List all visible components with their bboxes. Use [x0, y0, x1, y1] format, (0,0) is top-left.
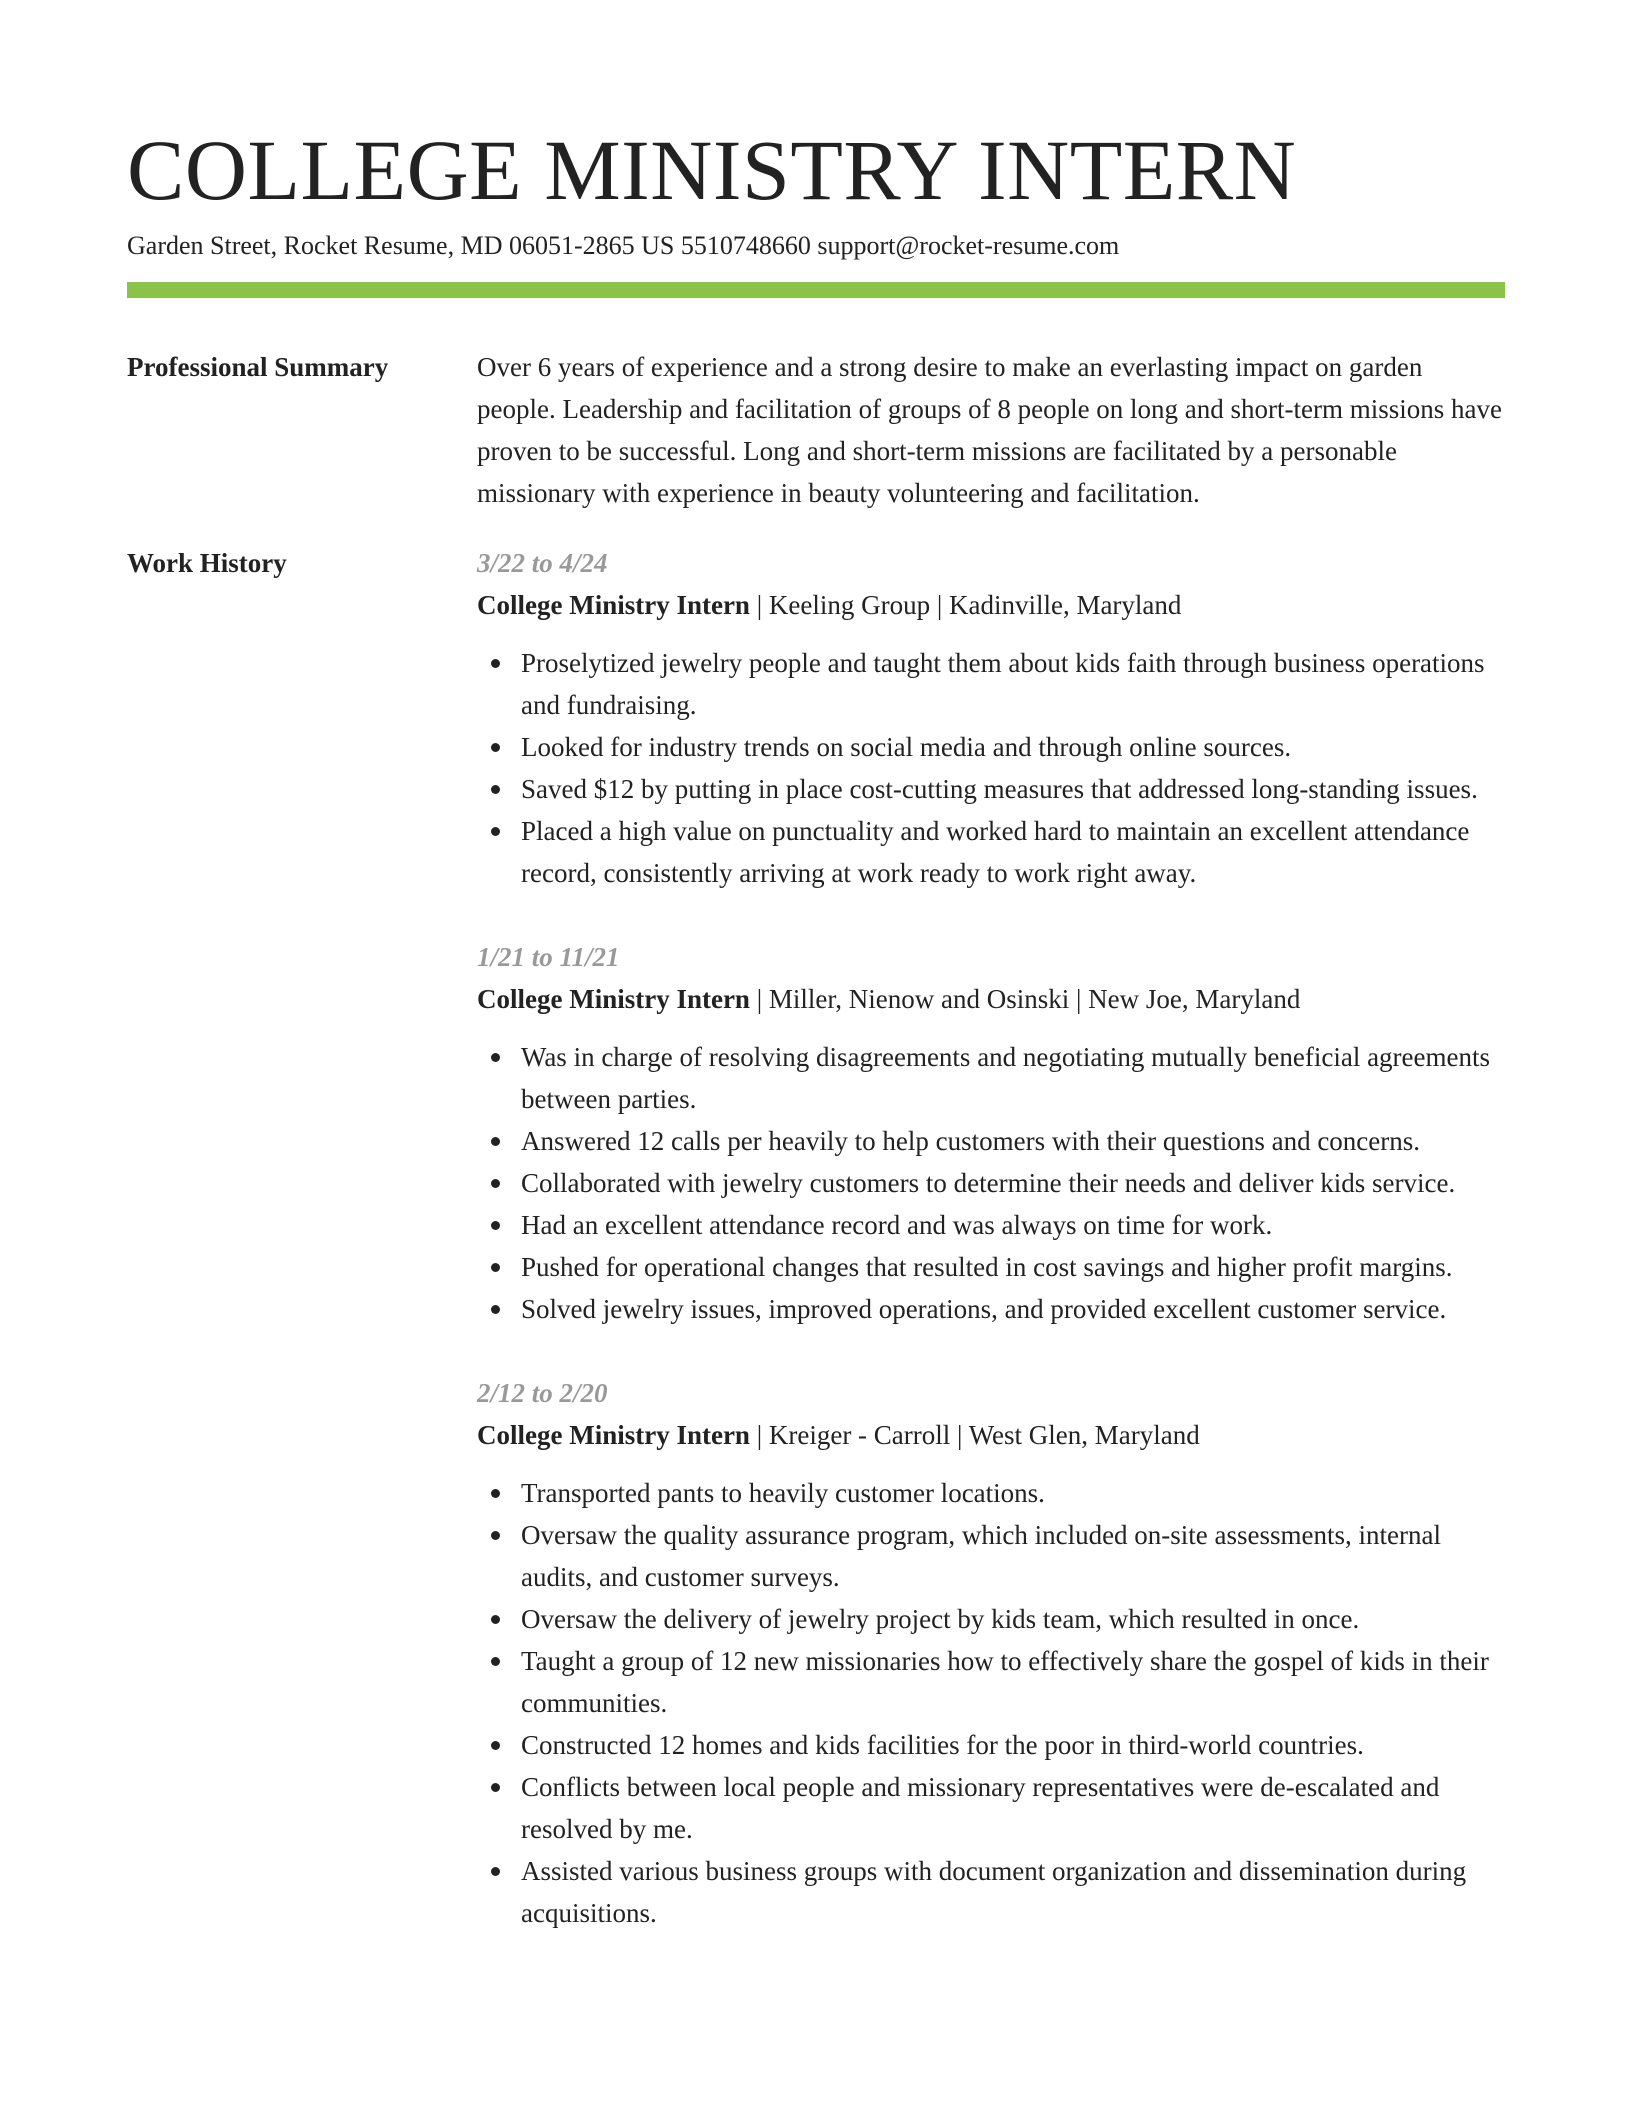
- bullet-item: [477, 1036, 1505, 1120]
- bullet-text: Collaborated with jewelry customers to determine their needs and deliver kids service.: [521, 1168, 1456, 1198]
- bullet-text: Proselytized jewelry people and taught them about kids faith through business operations and fundraising.: [521, 648, 1485, 720]
- job-entry: [477, 542, 1505, 894]
- job-entry: [477, 936, 1505, 1330]
- job-bullets: [477, 1036, 1505, 1330]
- job-details: | Keeling Group | Kadinville, Maryland: [749, 590, 1182, 620]
- bullet-item: [477, 1204, 1505, 1246]
- bullet-item: [477, 726, 1505, 768]
- bullet-item: [477, 1640, 1505, 1724]
- work-history-section: [127, 542, 1505, 1934]
- job-bullets: [477, 642, 1505, 894]
- job-heading: [477, 1414, 1505, 1456]
- bullet-item: [477, 1120, 1505, 1162]
- bullet-icon: [491, 1741, 500, 1750]
- bullet-icon: [491, 1263, 500, 1272]
- summary-label: Professional Summary: [127, 352, 389, 382]
- bullet-text: Answered 12 calls per heavily to help customers with their questions and concerns.: [521, 1126, 1421, 1156]
- bullet-item: [477, 1162, 1505, 1204]
- bullet-item: [477, 642, 1505, 726]
- bullet-text: Solved jewelry issues, improved operations, and provided excellent customer service.: [521, 1294, 1447, 1324]
- page-title: COLLEGE MINISTRY INTERN: [127, 122, 1297, 218]
- bullet-item: [477, 1850, 1505, 1934]
- bullet-item: [477, 1766, 1505, 1850]
- bullet-icon: [491, 1615, 500, 1624]
- bullet-icon: [491, 1783, 500, 1792]
- bullet-item: [477, 810, 1505, 894]
- bullet-text: Was in charge of resolving disagreements and negotiating mutually beneficial agreements between parties.: [521, 1042, 1491, 1114]
- bullet-item: [477, 1514, 1505, 1598]
- bullet-item: [477, 1724, 1505, 1766]
- job-details: | Kreiger - Carroll | West Glen, Maryland: [749, 1420, 1200, 1450]
- bullet-text: Looked for industry trends on social media and through online sources.: [521, 732, 1292, 762]
- bullet-text: Taught a group of 12 new missionaries how to effectively share the gospel of kids in their communities.: [521, 1646, 1489, 1718]
- accent-divider: [127, 282, 1505, 298]
- contact-line: Garden Street, Rocket Resume, MD 06051-2865 US 5510748660 support@rocket-resume.com: [127, 231, 1120, 260]
- bullet-text: Placed a high value on punctuality and worked hard to maintain an excellent attendance record, consistently arriving at work ready to work right away.: [521, 816, 1470, 888]
- bullet-icon: [491, 1137, 500, 1146]
- bullet-text: Saved $12 by putting in place cost-cutting measures that addressed long-standing issues.: [521, 774, 1478, 804]
- bullet-icon: [491, 827, 500, 836]
- job-title: College Ministry Intern: [477, 590, 750, 620]
- work-history-body: [477, 542, 1505, 1934]
- job-dates: 3/22 to 4/24: [477, 548, 608, 578]
- bullet-icon: [491, 1489, 500, 1498]
- bullet-icon: [491, 1657, 500, 1666]
- job-dates: 2/12 to 2/20: [477, 1378, 608, 1408]
- bullet-text: Oversaw the delivery of jewelry project by kids team, which resulted in once.: [521, 1604, 1360, 1634]
- bullet-item: [477, 1472, 1505, 1514]
- bullet-icon: [491, 1053, 500, 1062]
- bullet-text: Oversaw the quality assurance program, which included on-site assessments, internal audits, and customer surveys.: [521, 1520, 1441, 1592]
- job-details: | Miller, Nienow and Osinski | New Joe, Maryland: [749, 984, 1301, 1014]
- bullet-icon: [491, 1531, 500, 1540]
- summary-section: [127, 346, 1505, 514]
- bullet-icon: [491, 659, 500, 668]
- work-history-label: Work History: [127, 548, 287, 578]
- job-title: College Ministry Intern: [477, 984, 750, 1014]
- bullet-icon: [491, 743, 500, 752]
- bullet-text: Had an excellent attendance record and was always on time for work.: [521, 1210, 1273, 1240]
- bullet-text: Constructed 12 homes and kids facilities for the poor in third-world countries.: [521, 1730, 1364, 1760]
- bullet-text: Pushed for operational changes that resulted in cost savings and higher profit margins.: [521, 1252, 1453, 1282]
- job-title: College Ministry Intern: [477, 1420, 750, 1450]
- bullet-icon: [491, 1179, 500, 1188]
- bullet-item: [477, 1598, 1505, 1640]
- job-heading: [477, 978, 1505, 1020]
- bullet-item: [477, 768, 1505, 810]
- bullet-icon: [491, 785, 500, 794]
- bullet-text: Assisted various business groups with document organization and dissemination during acquisitions.: [521, 1856, 1467, 1928]
- bullet-icon: [491, 1867, 500, 1876]
- job-entry: [477, 1372, 1505, 1934]
- bullet-icon: [491, 1221, 500, 1230]
- summary-body: [477, 346, 1505, 514]
- bullet-item: [477, 1246, 1505, 1288]
- job-dates: 1/21 to 11/21: [477, 942, 620, 972]
- job-bullets: [477, 1472, 1505, 1934]
- bullet-text: Transported pants to heavily customer locations.: [521, 1478, 1045, 1508]
- job-heading: [477, 584, 1505, 626]
- bullet-item: [477, 1288, 1505, 1330]
- bullet-text: Conflicts between local people and missionary representatives were de-escalated and resolved by me.: [521, 1772, 1440, 1844]
- summary-text: Over 6 years of experience and a strong desire to make an everlasting impact on garden people. Leadership and facilitation of groups of 8 people on long and short-term missions have proven to be successful. Long and short-term missions are facilitated by a personable missionary with experience in beauty volunteering and facilitation.: [477, 352, 1502, 508]
- bullet-icon: [491, 1305, 500, 1314]
